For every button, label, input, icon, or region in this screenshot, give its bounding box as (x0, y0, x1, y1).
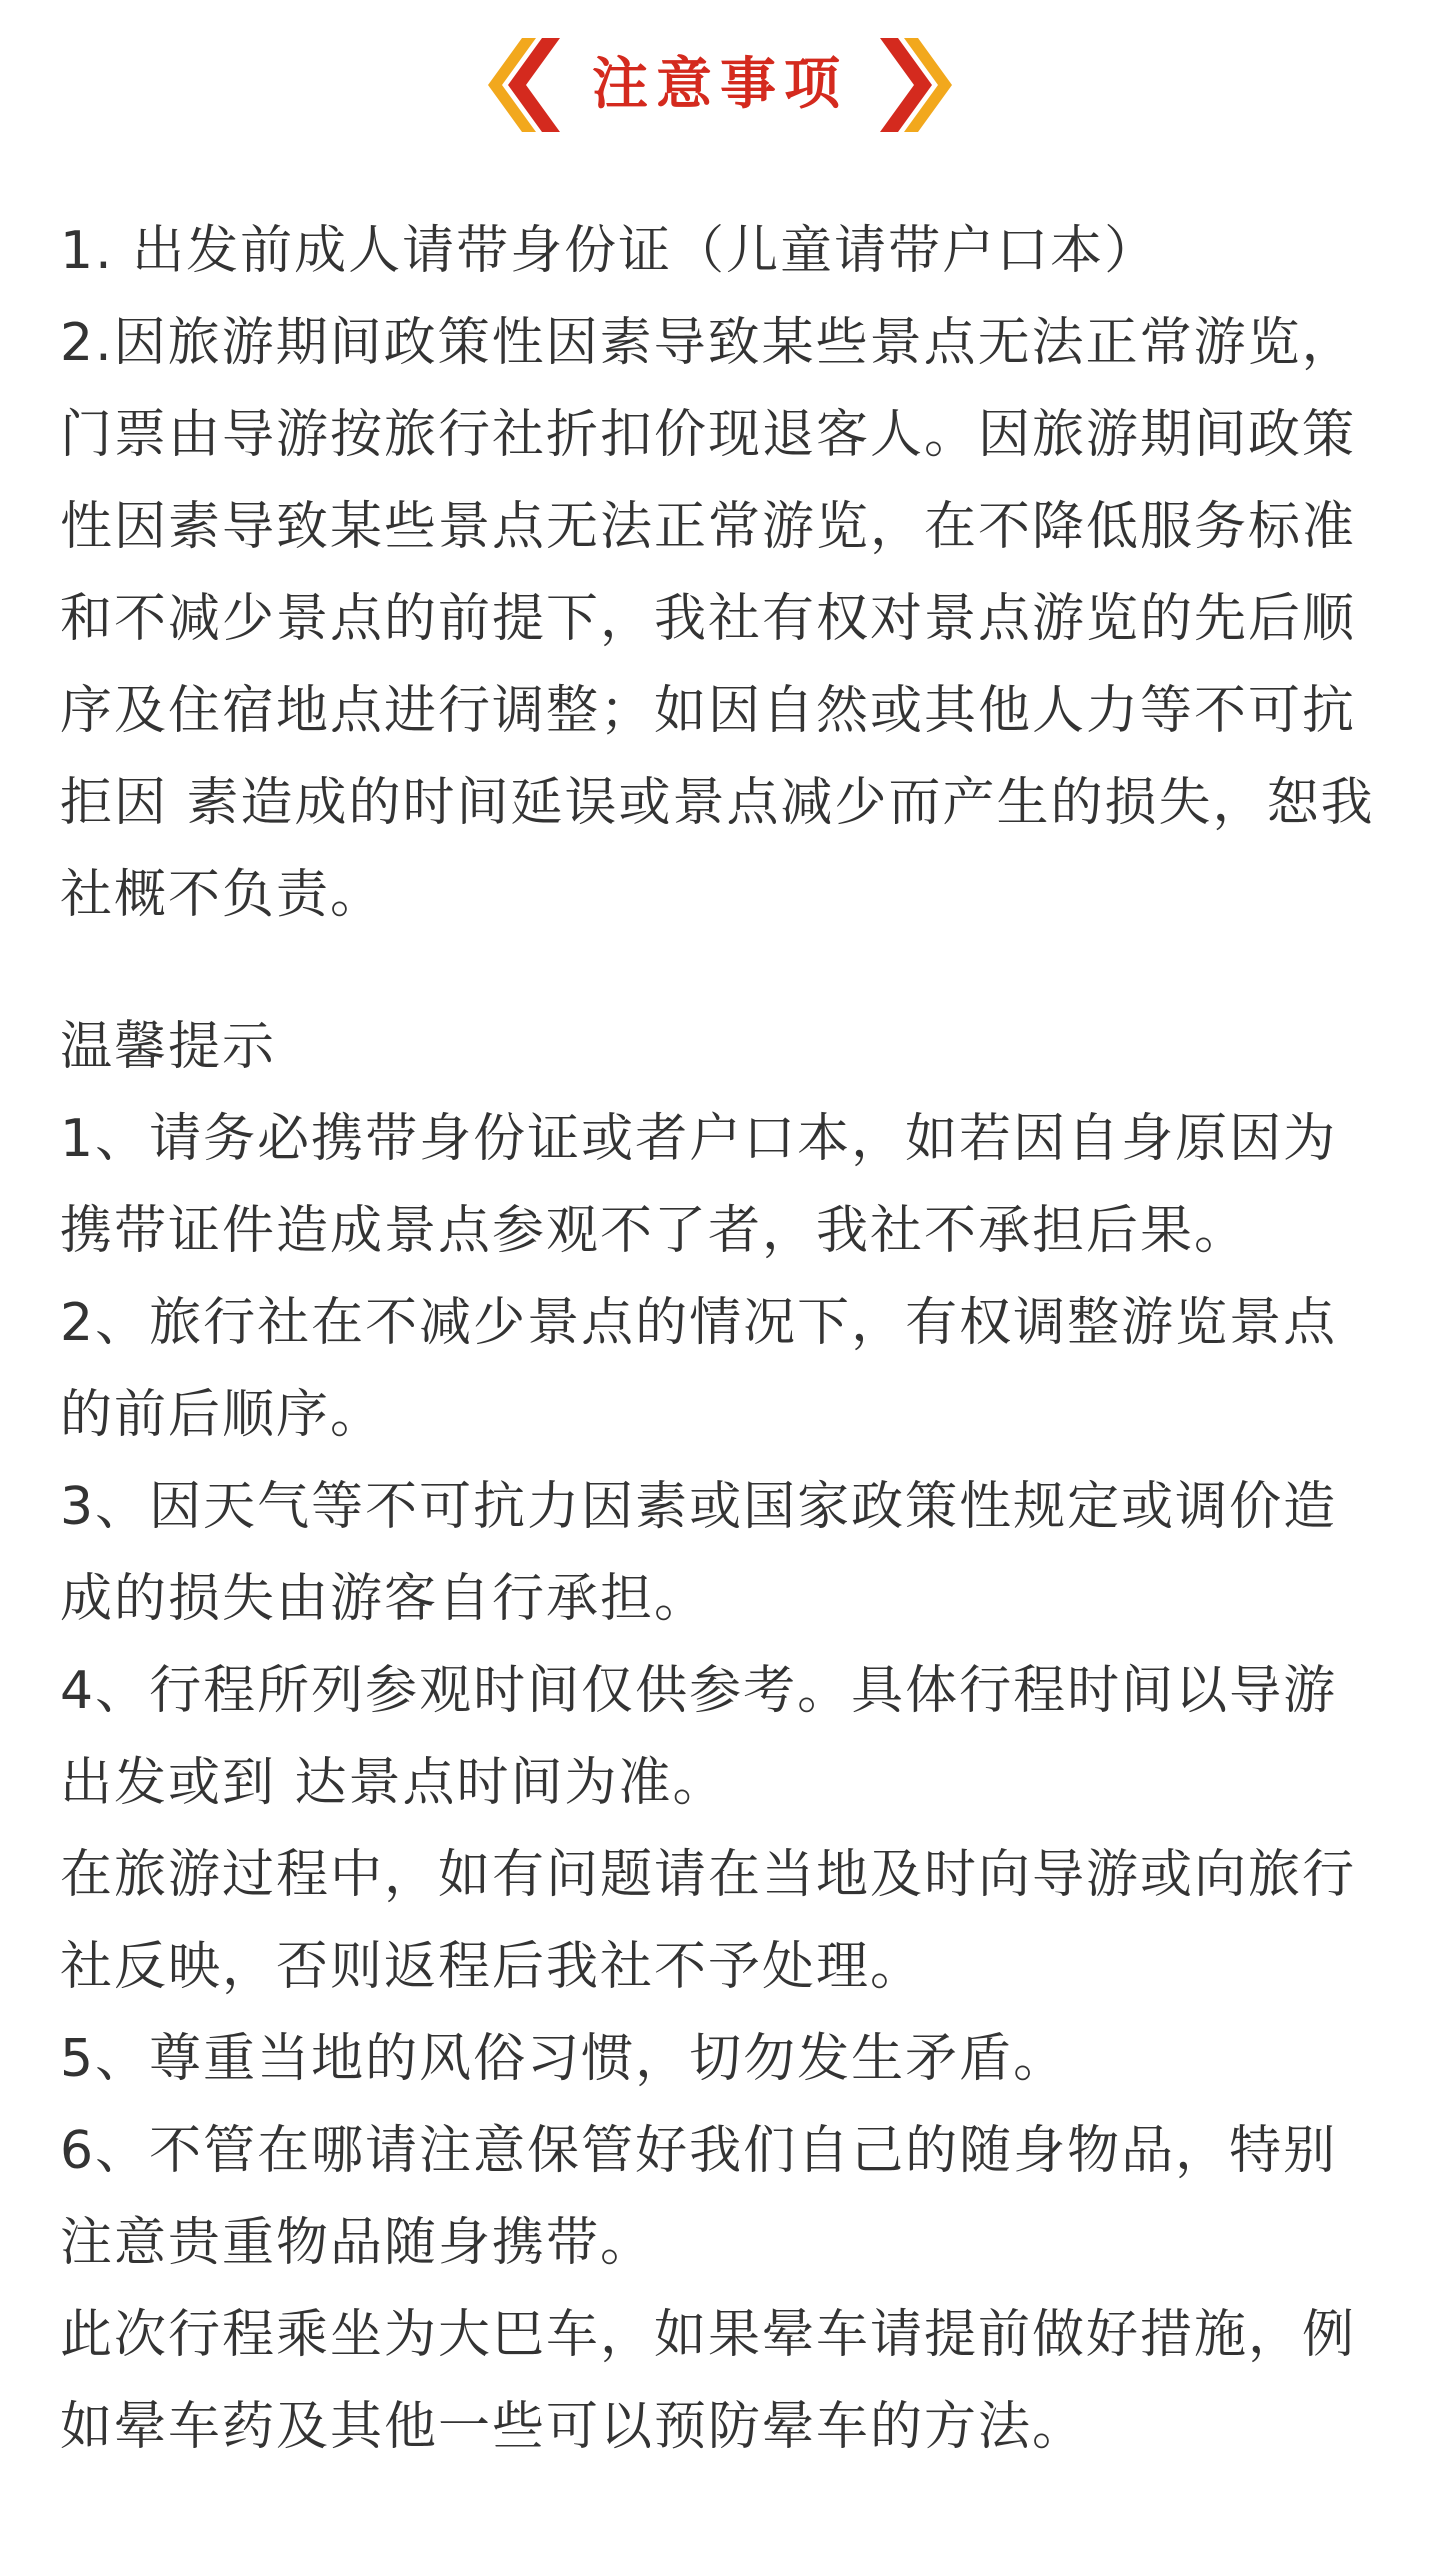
notice-content (60, 205, 1390, 2473)
tip-item: 5、尊重当地的风俗习惯，切勿发生矛盾。 (60, 2029, 1068, 2089)
section-spacer (60, 941, 1390, 1001)
note-item: 1. 出发前成人请带身份证（儿童请带户口本） (60, 221, 1159, 281)
title-header (0, 20, 1440, 150)
tip-item: 6、不管在哪请注意保管好我们自己的随身物品，特别注意贵重物品随身携带。 (60, 2121, 1338, 2273)
tips-heading: 温馨提示 (60, 1017, 277, 1077)
double-right-chevron-icon (870, 30, 980, 140)
tip-item: 1、请务必携带身份证或者户口本，如若因自身原因为携带证件造成景点参观不了者，我社不承担后果。 (60, 1109, 1338, 1261)
tip-item: 3、因天气等不可抗力因素或国家政策性规定或调价造成的损失由游客自行承担。 (60, 1477, 1338, 1629)
note-item: 2.因旅游期间政策性因素导致某些景点无法正常游览，门票由导游按旅行社折扣价现退客人。因旅游期间政策性因素导致某些景点无法正常游览，在不降低服务标准和不减少景点的前提下，我社有权对景点游览的先后顺序及住宿地点进行调整；如因自然或其他人力等不可抗拒因 素造成的时间延误或景点减少而产生的损失，恕我社概不负责。 (60, 313, 1375, 925)
tip-item: 4、行程所列参观时间仅供参考。具体行程时间以导游出发或到 达景点时间为准。 (60, 1661, 1338, 1813)
tip-item: 此次行程乘坐为大巴车，如果晕车请提前做好措施，例如晕车药及其他一些可以预防晕车的方法。 (60, 2305, 1357, 2457)
double-left-chevron-icon (460, 30, 570, 140)
tip-item: 在旅游过程中，如有问题请在当地及时向导游或向旅行社反映，否则返程后我社不予处理。 (60, 1845, 1357, 1997)
tip-item: 2、旅行社在不减少景点的情况下，有权调整游览景点的前后顺序。 (60, 1293, 1338, 1445)
page-title: 注意事项 (592, 52, 848, 117)
